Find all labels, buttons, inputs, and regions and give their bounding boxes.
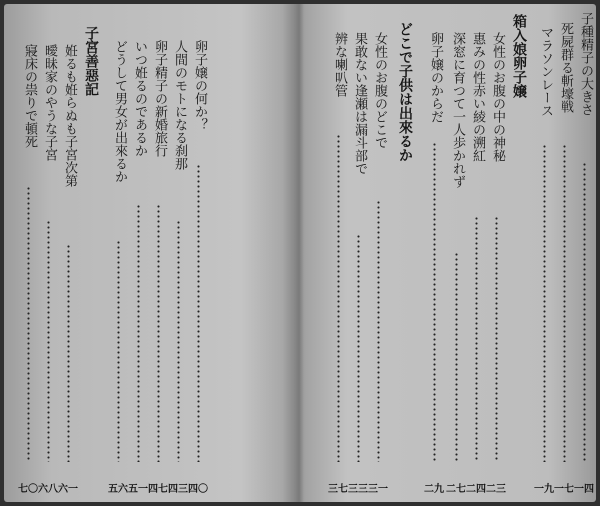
page-number: 七〇	[18, 484, 38, 495]
page-number: 五一	[128, 484, 148, 495]
page-number: 三三	[348, 484, 368, 495]
section-heading: 箱入娘卵子嬢	[511, 14, 527, 98]
toc-entry: 子種精子の大きさ	[578, 12, 593, 116]
page-number: 五六	[108, 484, 128, 495]
leader-dots	[377, 200, 380, 462]
page-number: 一七	[554, 484, 574, 495]
leader-dots	[137, 204, 140, 462]
page-number: 四三	[168, 484, 188, 495]
leader-dots	[475, 216, 478, 462]
section-heading: 子宮善惡記	[83, 26, 99, 96]
leader-dots	[455, 252, 458, 462]
page-number: 二九	[424, 484, 444, 495]
page-number: 四〇	[188, 484, 208, 495]
leader-dots	[27, 186, 30, 462]
page-number: 六一	[58, 484, 78, 495]
page-number: 一四	[574, 484, 594, 495]
toc-entry: 深窓に育つて一人歩かれず	[450, 32, 465, 188]
toc-entry: 果敢ない逢瀬は漏斗部で	[352, 32, 367, 175]
toc-entry: 卵子精子の新婚旅行	[152, 40, 167, 157]
leader-dots	[47, 220, 50, 462]
page-number: 六八	[38, 484, 58, 495]
page-number: 二三	[486, 484, 506, 495]
toc-entry: 人間のモトになる刹那	[172, 40, 187, 170]
leader-dots	[357, 234, 360, 462]
leader-dots	[117, 240, 120, 462]
leader-dots	[433, 142, 436, 462]
toc-entry: 寢床の祟りで頓死	[22, 44, 37, 148]
toc-entry: 死屍群る斬壕戦	[558, 22, 573, 113]
book-spread	[4, 4, 596, 502]
toc-entry: 辨な喇叭管	[332, 32, 347, 97]
leader-dots	[197, 164, 200, 462]
page-number: 一九	[534, 484, 554, 495]
page-number: 三七	[328, 484, 348, 495]
toc-entry: いつ姙るのであるか	[132, 40, 147, 157]
toc-entry: 卵子嬢の何か？	[192, 40, 207, 131]
page-number: 二七	[446, 484, 466, 495]
toc-entry: 卵子嬢のからだ	[428, 32, 443, 123]
leader-dots	[337, 134, 340, 462]
toc-entry: 惠みの性赤い綾の溯紅	[470, 32, 485, 162]
section-heading: どこで子供は出來るか	[397, 22, 413, 162]
leader-dots	[543, 144, 546, 462]
toc-entry: 曖昧家のやうな子宮	[42, 44, 57, 161]
toc-entry: 女性のお腹の中の神秘	[490, 32, 505, 162]
toc-entry: マラソンレース	[538, 26, 553, 117]
page-number: 二四	[466, 484, 486, 495]
leader-dots	[583, 162, 586, 462]
toc-entry: どうして男女が出來るか	[112, 40, 127, 183]
leader-dots	[495, 216, 498, 462]
toc-entry: 女性のお腹のどこで	[372, 32, 387, 149]
leader-dots	[157, 204, 160, 462]
page-number: 三一	[368, 484, 388, 495]
book-gutter	[294, 4, 304, 502]
leader-dots	[177, 220, 180, 462]
page-number: 四七	[148, 484, 168, 495]
toc-entry: 姙るも姙らぬも子宮次第	[62, 44, 77, 187]
leader-dots	[67, 244, 70, 462]
leader-dots	[563, 144, 566, 462]
